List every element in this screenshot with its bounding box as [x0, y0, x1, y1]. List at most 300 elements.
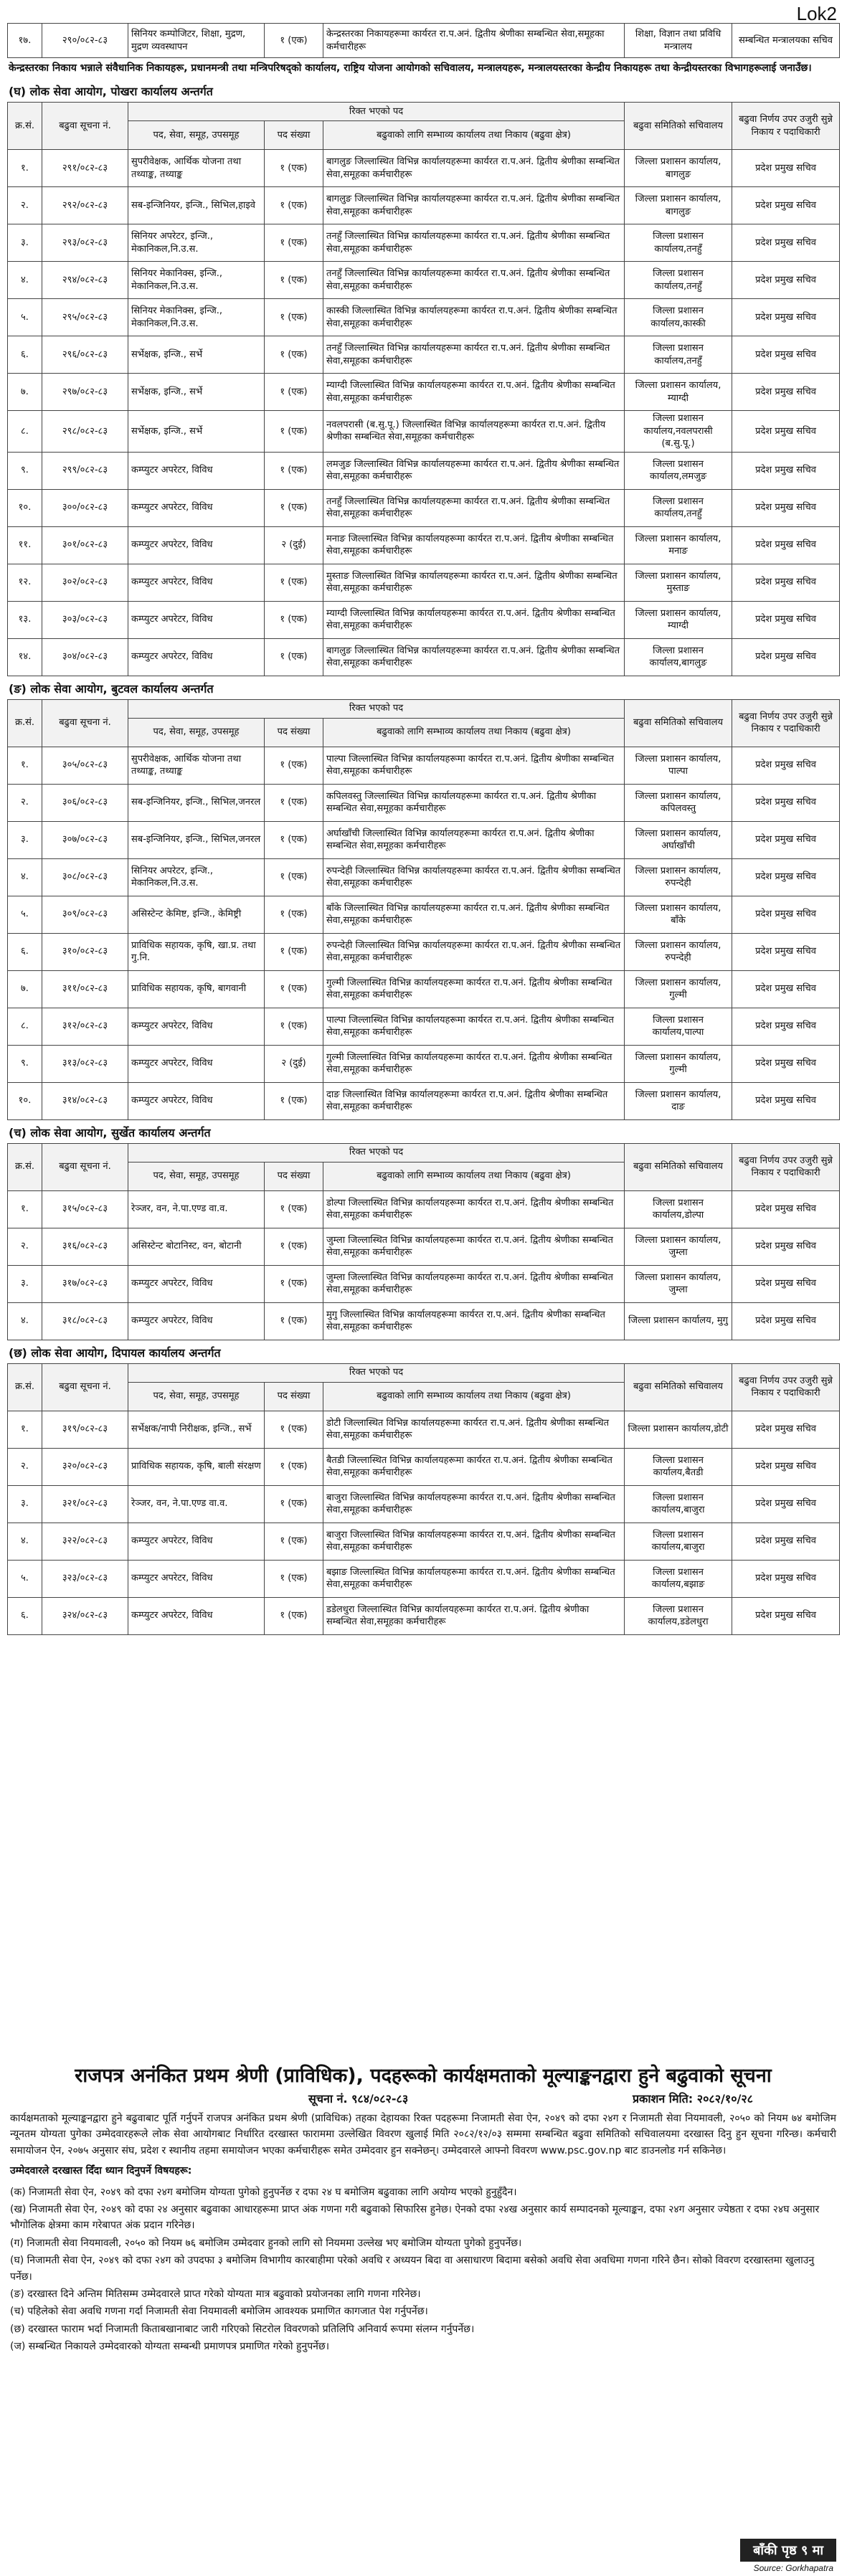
cell-post: सिनियर अपरेटर, इन्जि., मेकानिकल,नि.उ.स. — [128, 858, 265, 896]
cell-office: मुगु जिल्लास्थित विभिन्न कार्यालयहरूमा कार्यरत रा.प.अनं. द्वितीय श्रेणीका सम्बन्धित सेवा,समूहका कर्मचारीहरू — [323, 1302, 625, 1340]
cell-official: प्रदेश प्रमुख सचिव — [732, 638, 840, 676]
cell-office: गुल्मी जिल्लास्थित विभिन्न कार्यालयहरूमा कार्यरत रा.प.अनं. द्वितीय श्रेणीका सम्बन्धित सेवा,समूहका कर्मचारीहरू — [323, 1045, 625, 1082]
cell-secretariat: शिक्षा, विज्ञान तथा प्रविधि मन्त्रालय — [625, 24, 732, 58]
cell-count: १ (एक) — [265, 299, 323, 336]
cell-count: १ (एक) — [265, 747, 323, 784]
table-row — [8, 858, 840, 896]
table-row — [8, 1302, 840, 1340]
cell-notice: ३१९/०८२-८३ — [42, 1411, 128, 1448]
table-header-row — [8, 103, 840, 121]
cell-post: कम्प्युटर अपरेटर, विविध — [128, 1597, 265, 1634]
page-tag: Lok2 — [796, 3, 837, 24]
cell-post: कम्प्युटर अपरेटर, विविध — [128, 638, 265, 676]
table-row — [8, 1523, 840, 1560]
table-row — [8, 374, 840, 411]
cell-official: प्रदेश प्रमुख सचिव — [732, 1190, 840, 1228]
cell-sn: ७. — [8, 970, 42, 1008]
cell-count: १ (एक) — [265, 1523, 323, 1560]
cell-official: प्रदेश प्रमुख सचिव — [732, 1560, 840, 1597]
cell-notice: ३१२/०८२-८३ — [42, 1008, 128, 1045]
cell-notice: ३०४/०८२-८३ — [42, 638, 128, 676]
section-title: (च) लोक सेवा आयोग, सुर्खेत कार्यालय अन्तर्गत — [9, 1125, 211, 1140]
cell-office: पाल्पा जिल्लास्थित विभिन्न कार्यालयहरूमा कार्यरत रा.प.अनं. द्वितीय श्रेणीका सम्बन्धित सेवा,समूहका कर्मचारीहरू — [323, 747, 625, 784]
cell-count: १ (एक) — [265, 821, 323, 858]
cell-post: सिनियर मेकानिक्स, इन्जि., मेकानिकल,नि.उ.स. — [128, 262, 265, 299]
cell-post: सर्भेक्षक, इन्जि., सर्भे — [128, 336, 265, 374]
cell-secretariat: जिल्ला प्रशासन कार्यालय, मुगु — [625, 1302, 732, 1340]
cell-secretariat: जिल्ला प्रशासन कार्यालय, पाल्पा — [625, 747, 732, 784]
cell-count: १ (एक) — [265, 1265, 323, 1302]
cell-sn: २. — [8, 187, 42, 224]
cell-post: सिनियर मेकानिक्स, इन्जि., मेकानिकल,नि.उ.स. — [128, 299, 265, 336]
cell-official: प्रदेश प्रमुख सचिव — [732, 1485, 840, 1523]
continued-badge: बाँकी पृष्ठ ९ मा — [740, 2539, 836, 2562]
cell-notice: ३२०/०८२-८३ — [42, 1448, 128, 1485]
cell-office: केन्द्रस्तरका निकायहरूमा कार्यरत रा.प.अनं. द्वितीय श्रेणीका सम्बन्धित सेवा,समूहका कर्मचारीहरू — [323, 24, 625, 58]
cell-post: कम्प्युटर अपरेटर, विविध — [128, 1265, 265, 1302]
cell-notice: २९२/०८२-८३ — [42, 187, 128, 224]
cell-sn: ९. — [8, 1045, 42, 1082]
cell-office: लमजुङ जिल्लास्थित विभिन्न कार्यालयहरूमा कार्यरत रा.प.अनं. द्वितीय श्रेणीका सम्बन्धित सेवा,समूहका कर्मचारीहरू — [323, 452, 625, 489]
cell-count: १ (एक) — [265, 262, 323, 299]
list-item: (ग) निजामती सेवा नियमावली, २०५० को नियम ७६ बमोजिम उम्मेदवार हुनको लागि सो नियममा उल्लेख भए बमोजिम योग्यता पुगेको हुनुपर्नेछ। — [10, 2237, 522, 2249]
table-row — [8, 1485, 840, 1523]
header-secretariat: बढुवा समितिको सचिवालय — [625, 699, 732, 747]
cell-notice: ३०३/०८२-८३ — [42, 601, 128, 638]
header-vacancy: रिक्त भएको पद — [128, 1363, 625, 1382]
cell-notice: ३००/०८२-८३ — [42, 489, 128, 526]
table-row — [8, 896, 840, 933]
cell-sn: १०. — [8, 1082, 42, 1119]
cell-count: १ (एक) — [265, 24, 323, 58]
cell-official: प्रदेश प्रमुख सचिव — [732, 1448, 840, 1485]
cell-post: कम्प्युटर अपरेटर, विविध — [128, 1082, 265, 1119]
cell-notice: ३१७/०८२-८३ — [42, 1265, 128, 1302]
cell-notice: ३०९/०८२-८३ — [42, 896, 128, 933]
header-secretariat: बढुवा समितिको सचिवालय — [625, 1363, 732, 1411]
cell-notice: ३०१/०८२-८३ — [42, 526, 128, 564]
cell-count: १ (एक) — [265, 374, 323, 411]
header-secretariat: बढुवा समितिको सचिवालय — [625, 103, 732, 150]
cell-post: असिस्टेन्ट बोटानिस्ट, वन, बोटानी — [128, 1228, 265, 1265]
notice-list — [7, 2184, 839, 2356]
publish-date: प्रकाशन मिति: २०८२/१०/२८ — [632, 2092, 753, 2106]
header-vacancy: रिक्त भएको पद — [128, 699, 625, 718]
cell-post: सब-इन्जिनियर, इन्जि., सिभिल,जनरल — [128, 821, 265, 858]
cell-official: प्रदेश प्रमुख सचिव — [732, 452, 840, 489]
cell-sn: १. — [8, 1190, 42, 1228]
section-title: (ङ) लोक सेवा आयोग, बुटवल कार्यालय अन्तर्गत — [9, 681, 214, 696]
header-official: बढुवा निर्णय उपर उजुरी सुन्ने निकाय र पदाधिकारी — [732, 1363, 840, 1411]
cell-official: प्रदेश प्रमुख सचिव — [732, 489, 840, 526]
cell-secretariat: जिल्ला प्रशासन कार्यालय, दाङ — [625, 1082, 732, 1119]
cell-secretariat: जिल्ला प्रशासन कार्यालय, मुस्ताङ — [625, 564, 732, 601]
cell-official: प्रदेश प्रमुख सचिव — [732, 150, 840, 187]
cell-count: १ (एक) — [265, 970, 323, 1008]
cell-official: प्रदेश प्रमुख सचिव — [732, 526, 840, 564]
central-body-note: केन्द्रस्तरका निकाय भन्नाले संवैधानिक निकायहरू, प्रधानमन्त्री तथा मन्त्रिपरिषद्को कार्यालय, राष्ट्रिय योजना आयोगको सचिवालय, मन्त्रालयहरू, मन्त्रालयस्तरका केन्द्रीय निकायहरू तथा केन्द्रीयस्तरका विभागहरूलाई जनाउँछ। — [9, 62, 812, 74]
cell-official: प्रदेश प्रमुख सचिव — [732, 262, 840, 299]
cell-sn: ५. — [8, 896, 42, 933]
table-header-row — [8, 699, 840, 718]
cell-sn: ८. — [8, 1008, 42, 1045]
table-row — [8, 262, 840, 299]
notice-list-title: उम्मेदवारले दरखास्त दिँदा ध्यान दिनुपर्ने विषयहरू: — [10, 2165, 192, 2177]
cell-count: १ (एक) — [265, 1597, 323, 1634]
table-row — [8, 1265, 840, 1302]
cell-count: १ (एक) — [265, 1411, 323, 1448]
table-row — [8, 1190, 840, 1228]
cell-official: प्रदेश प्रमुख सचिव — [732, 1523, 840, 1560]
cell-office: म्याग्दी जिल्लास्थित विभिन्न कार्यालयहरूमा कार्यरत रा.प.अनं. द्वितीय श्रेणीका सम्बन्धित सेवा,समूहका कर्मचारीहरू — [323, 374, 625, 411]
header-vacancy: रिक्त भएको पद — [128, 103, 625, 121]
header-office: बढुवाको लागि सम्भाव्य कार्यालय तथा निकाय (बढुवा क्षेत्र) — [323, 1162, 625, 1190]
table-row — [8, 1045, 840, 1082]
cell-post: सर्भेक्षक, इन्जि., सर्भे — [128, 374, 265, 411]
cell-office: तनहुँ जिल्लास्थित विभिन्न कार्यालयहरूमा कार्यरत रा.प.अनं. द्वितीय श्रेणीका सम्बन्धित सेवा,समूहका कर्मचारीहरू — [323, 489, 625, 526]
cell-secretariat: जिल्ला प्रशासन कार्यालय, जुम्ला — [625, 1228, 732, 1265]
cell-post: सब-इन्जिनियर, इन्जि., सिभिल,जनरल — [128, 784, 265, 821]
cell-official: प्रदेश प्रमुख सचिव — [732, 374, 840, 411]
cell-sn: ६. — [8, 1597, 42, 1634]
cell-sn: ८. — [8, 411, 42, 453]
header-count: पद संख्या — [265, 1382, 323, 1411]
cell-post: कम्प्युटर अपरेटर, विविध — [128, 601, 265, 638]
cell-office: बाँके जिल्लास्थित विभिन्न कार्यालयहरूमा कार्यरत रा.प.अनं. द्वितीय श्रेणीका सम्बन्धित सेवा,समूहका कर्मचारीहरू — [323, 896, 625, 933]
cell-post: कम्प्युटर अपरेटर, विविध — [128, 1008, 265, 1045]
table-row — [8, 1597, 840, 1634]
cell-sn: ३. — [8, 1485, 42, 1523]
cell-official: प्रदेश प्रमुख सचिव — [732, 411, 840, 453]
cell-count: १ (एक) — [265, 784, 323, 821]
cell-official: प्रदेश प्रमुख सचिव — [732, 299, 840, 336]
cell-secretariat: जिल्ला प्रशासन कार्यालय, म्याग्दी — [625, 601, 732, 638]
header-post: पद, सेवा, समूह, उपसमूह — [128, 1162, 265, 1190]
cell-secretariat: जिल्ला प्रशासन कार्यालय, जुम्ला — [625, 1265, 732, 1302]
source-credit: Source: Gorkhapatra — [753, 2563, 833, 2573]
cell-official: प्रदेश प्रमुख सचिव — [732, 1008, 840, 1045]
cell-count: १ (एक) — [265, 489, 323, 526]
cell-official: प्रदेश प्रमुख सचिव — [732, 933, 840, 970]
cell-sn: १. — [8, 747, 42, 784]
cell-notice: ३१८/०८२-८३ — [42, 1302, 128, 1340]
header-office: बढुवाको लागि सम्भाव्य कार्यालय तथा निकाय (बढुवा क्षेत्र) — [323, 1382, 625, 1411]
cell-office: मुस्ताङ जिल्लास्थित विभिन्न कार्यालयहरूमा कार्यरत रा.प.अनं. द्वितीय श्रेणीका सम्बन्धित सेवा,समूहका कर्मचारीहरू — [323, 564, 625, 601]
cell-post: सुपरीवेक्षक, आर्थिक योजना तथा तथ्याङ्क, तथ्याङ्क — [128, 150, 265, 187]
cell-official: प्रदेश प्रमुख सचिव — [732, 747, 840, 784]
cell-post: सिनियर कम्पोजिटर, शिक्षा, मुद्रण, मुद्रण व्यवस्थापन — [128, 24, 265, 58]
cell-secretariat: जिल्ला प्रशासन कार्यालय, कपिलवस्तु — [625, 784, 732, 821]
cell-notice: ३१३/०८२-८३ — [42, 1045, 128, 1082]
cell-notice: ३२३/०८२-८३ — [42, 1560, 128, 1597]
cell-post: असिस्टेन्ट केमिष्ट, इन्जि., केमिष्ट्री — [128, 896, 265, 933]
cell-office: नवलपरासी (ब.सु.पू.) जिल्लास्थित विभिन्न कार्यालयहरूमा कार्यरत रा.प.अनं. द्वितीय श्रेणीका सम्बन्धित सेवा,समूहका कर्मचारीहरू — [323, 411, 625, 453]
cell-official: प्रदेश प्रमुख सचिव — [732, 1302, 840, 1340]
cell-office: बागलुङ जिल्लास्थित विभिन्न कार्यालयहरूमा कार्यरत रा.प.अनं. द्वितीय श्रेणीका सम्बन्धित सेवा,समूहका कर्मचारीहरू — [323, 638, 625, 676]
cell-sn: ५. — [8, 1560, 42, 1597]
cell-sn: २. — [8, 1448, 42, 1485]
table-row — [8, 411, 840, 453]
cell-sn: ३. — [8, 821, 42, 858]
notice-number: सूचना नं. ९८४/०८२-८३ — [308, 2092, 409, 2106]
cell-secretariat: जिल्ला प्रशासन कार्यालय,तनहुँ — [625, 262, 732, 299]
cell-secretariat: जिल्ला प्रशासन कार्यालय,पाल्पा — [625, 1008, 732, 1045]
cell-sn: ४. — [8, 1523, 42, 1560]
cell-sn: १३. — [8, 601, 42, 638]
cell-sn: १०. — [8, 489, 42, 526]
cell-official: प्रदेश प्रमुख सचिव — [732, 1265, 840, 1302]
cell-office: बागलुङ जिल्लास्थित विभिन्न कार्यालयहरूमा कार्यरत रा.प.अनं. द्वितीय श्रेणीका सम्बन्धित सेवा,समूहका कर्मचारीहरू — [323, 187, 625, 224]
cell-count: २ (दुई) — [265, 526, 323, 564]
table-row — [8, 489, 840, 526]
section-table — [7, 1143, 840, 1340]
cell-post: कम्प्युटर अपरेटर, विविध — [128, 1560, 265, 1597]
cell-secretariat: जिल्ला प्रशासन कार्यालय,नवलपरासी (ब.सु.पू.) — [625, 411, 732, 453]
header-official: बढुवा निर्णय उपर उजुरी सुन्ने निकाय र पदाधिकारी — [732, 699, 840, 747]
table-row — [8, 526, 840, 564]
table-row — [8, 564, 840, 601]
cell-secretariat: जिल्ला प्रशासन कार्यालय,बागलुङ — [625, 638, 732, 676]
notice-heading: राजपत्र अनंकित प्रथम श्रेणी (प्राविधिक), पदहरूको कार्यक्षमताको मूल्याङ्कनद्वारा हुने बढुवाको सूचना — [75, 2065, 772, 2087]
cell-count: १ (एक) — [265, 1190, 323, 1228]
cell-office: रुपन्देही जिल्लास्थित विभिन्न कार्यालयहरूमा कार्यरत रा.प.अनं. द्वितीय श्रेणीका सम्बन्धित सेवा,समूहका कर्मचारीहरू — [323, 858, 625, 896]
cell-official: प्रदेश प्रमुख सचिव — [732, 858, 840, 896]
cell-count: १ (एक) — [265, 336, 323, 374]
cell-sn: १. — [8, 150, 42, 187]
cell-official: प्रदेश प्रमुख सचिव — [732, 601, 840, 638]
table-row — [8, 24, 840, 58]
cell-notice: २९४/०८२-८३ — [42, 262, 128, 299]
list-item: (छ) दरखास्त फाराम भर्दा निजामती किताबखानाबाट जारी गरिएको सिटरोल विवरणको प्रतिलिपि अनिवार्य रूपमा संलग्न गर्नुपर्नेछ। — [10, 2323, 475, 2335]
cell-secretariat: जिल्ला प्रशासन कार्यालय,लमजुङ — [625, 452, 732, 489]
cell-sn: ४. — [8, 262, 42, 299]
cell-office: रुपन्देही जिल्लास्थित विभिन्न कार्यालयहरूमा कार्यरत रा.प.अनं. द्वितीय श्रेणीका सम्बन्धित सेवा,समूहका कर्मचारीहरू — [323, 933, 625, 970]
cell-secretariat: जिल्ला प्रशासन कार्यालय,बझाङ — [625, 1560, 732, 1597]
cell-official: प्रदेश प्रमुख सचिव — [732, 224, 840, 262]
cell-secretariat: जिल्ला प्रशासन कार्यालय,बाजुरा — [625, 1485, 732, 1523]
cell-notice: ३२१/०८२-८३ — [42, 1485, 128, 1523]
cell-official: प्रदेश प्रमुख सचिव — [732, 1411, 840, 1448]
main-content — [7, 23, 839, 1635]
cell-count: १ (एक) — [265, 224, 323, 262]
cell-post: प्राविधिक सहायक, कृषि, बाली संरक्षण — [128, 1448, 265, 1485]
header-secretariat: बढुवा समितिको सचिवालय — [625, 1143, 732, 1190]
cell-notice: ३०६/०८२-८३ — [42, 784, 128, 821]
cell-post: कम्प्युटर अपरेटर, विविध — [128, 564, 265, 601]
table-header-row — [8, 1363, 840, 1382]
header-sn: क्र.सं. — [8, 1363, 42, 1411]
cell-sn: १७. — [8, 24, 42, 58]
table-row — [8, 638, 840, 676]
cell-office: जुम्ला जिल्लास्थित विभिन्न कार्यालयहरूमा कार्यरत रा.प.अनं. द्वितीय श्रेणीका सम्बन्धित सेवा,समूहका कर्मचारीहरू — [323, 1265, 625, 1302]
cell-office: बाजुरा जिल्लास्थित विभिन्न कार्यालयहरूमा कार्यरत रा.प.अनं. द्वितीय श्रेणीका सम्बन्धित सेवा,समूहका कर्मचारीहरू — [323, 1523, 625, 1560]
cell-official: प्रदेश प्रमुख सचिव — [732, 1045, 840, 1082]
cell-office: तनहुँ जिल्लास्थित विभिन्न कार्यालयहरूमा कार्यरत रा.प.अनं. द्वितीय श्रेणीका सम्बन्धित सेवा,समूहका कर्मचारीहरू — [323, 262, 625, 299]
cell-office: डोटी जिल्लास्थित विभिन्न कार्यालयहरूमा कार्यरत रा.प.अनं. द्वितीय श्रेणीका सम्बन्धित सेवा,समूहका कर्मचारीहरू — [323, 1411, 625, 1448]
table-row — [8, 784, 840, 821]
cell-notice: २९५/०८२-८३ — [42, 299, 128, 336]
cell-post: सर्भेक्षक/नापी निरीक्षक, इन्जि., सर्भे — [128, 1411, 265, 1448]
table-row — [8, 1008, 840, 1045]
cell-secretariat: जिल्ला प्रशासन कार्यालय,तनहुँ — [625, 336, 732, 374]
cell-office: बाजुरा जिल्लास्थित विभिन्न कार्यालयहरूमा कार्यरत रा.प.अनं. द्वितीय श्रेणीका सम्बन्धित सेवा,समूहका कर्मचारीहरू — [323, 1485, 625, 1523]
cell-notice: ३०८/०८२-८३ — [42, 858, 128, 896]
cell-count: १ (एक) — [265, 896, 323, 933]
table-row — [8, 1560, 840, 1597]
list-item: (ख) निजामती सेवा ऐन, २०४९ को दफा २४ अनुसार बढुवाका आधारहरूमा प्राप्त अंक गणना गरी बढुवाको सिफारिस हुनेछ। ऐनको दफा २४ख अनुसार कार्य सम्पादनको मूल्याङ्कन, दफा २४ग अनुसार ज्येष्ठता र दफा २४घ अनुसार भौगोलिक क्षेत्रमा काम गरेबापत अंक प्रदान गरिनेछ। — [10, 2203, 820, 2232]
cell-secretariat: जिल्ला प्रशासन कार्यालय, बाँके — [625, 896, 732, 933]
section-title: (छ) लोक सेवा आयोग, दिपायल कार्यालय अन्तर्गत — [9, 1345, 221, 1360]
cell-sn: १४. — [8, 638, 42, 676]
cell-official: प्रदेश प्रमुख सचिव — [732, 1228, 840, 1265]
cell-post: कम्प्युटर अपरेटर, विविध — [128, 1045, 265, 1082]
header-notice: बढुवा सूचना नं. — [42, 103, 128, 150]
cell-sn: ११. — [8, 526, 42, 564]
cell-secretariat: जिल्ला प्रशासन कार्यालय,डोल्पा — [625, 1190, 732, 1228]
cell-sn: ३. — [8, 224, 42, 262]
table-row — [8, 452, 840, 489]
list-item: (क) निजामती सेवा ऐन, २०४९ को दफा २४ग बमोजिम योग्यता पुगेको हुनुपर्नेछ र दफा २४ घ बमोजिम बढुवाका लागि अयोग्य भएको हुनुहुँदैन। — [10, 2186, 517, 2198]
cell-office: कपिलवस्तु जिल्लास्थित विभिन्न कार्यालयहरूमा कार्यरत रा.प.अनं. द्वितीय श्रेणीका सम्बन्धित सेवा,समूहका कर्मचारीहरू — [323, 784, 625, 821]
cell-post: सब-इन्जिनियर, इन्जि., सिभिल,हाइवे — [128, 187, 265, 224]
cell-secretariat: जिल्ला प्रशासन कार्यालय, गुल्मी — [625, 1045, 732, 1082]
cell-sn: ९. — [8, 452, 42, 489]
cell-sn: ४. — [8, 1302, 42, 1340]
cell-count: १ (एक) — [265, 1560, 323, 1597]
table-row — [8, 933, 840, 970]
cell-official: प्रदेश प्रमुख सचिव — [732, 187, 840, 224]
cell-office: बझाङ जिल्लास्थित विभिन्न कार्यालयहरूमा कार्यरत रा.प.अनं. द्वितीय श्रेणीका सम्बन्धित सेवा,समूहका कर्मचारीहरू — [323, 1560, 625, 1597]
cell-notice: ३१५/०८२-८३ — [42, 1190, 128, 1228]
cell-count: १ (एक) — [265, 638, 323, 676]
cell-sn: २. — [8, 1228, 42, 1265]
cell-notice: २९९/०८२-८३ — [42, 452, 128, 489]
header-post: पद, सेवा, समूह, उपसमूह — [128, 718, 265, 747]
cell-office: अर्घाखाँची जिल्लास्थित विभिन्न कार्यालयहरूमा कार्यरत रा.प.अनं. द्वितीय श्रेणीका सम्बन्धित सेवा,समूहका कर्मचारीहरू — [323, 821, 625, 858]
header-official: बढुवा निर्णय उपर उजुरी सुन्ने निकाय र पदाधिकारी — [732, 1143, 840, 1190]
notice-subline — [7, 2090, 839, 2106]
cell-sn: ५. — [8, 299, 42, 336]
cell-secretariat: जिल्ला प्रशासन कार्यालय, मनाङ — [625, 526, 732, 564]
list-item: (ङ) दरखास्त दिने अन्तिम मितिसम्म उम्मेदवारले प्राप्त गरेको योग्यता मात्र बढुवाको प्रयोजनका लागि गणना गरिनेछ। — [10, 2288, 421, 2300]
cell-secretariat: जिल्ला प्रशासन कार्यालय,तनहुँ — [625, 224, 732, 262]
cell-count: १ (एक) — [265, 1008, 323, 1045]
cell-notice: ३१०/०८२-८३ — [42, 933, 128, 970]
table-row — [8, 747, 840, 784]
section-table — [7, 699, 840, 1120]
section-title: (घ) लोक सेवा आयोग, पोखरा कार्यालय अन्तर्गत — [9, 85, 213, 98]
cell-count: १ (एक) — [265, 1302, 323, 1340]
cell-notice: २९८/०८२-८३ — [42, 411, 128, 453]
cell-post: रेञ्जर, वन, ने.पा.एण्ड वा.व. — [128, 1190, 265, 1228]
header-vacancy: रिक्त भएको पद — [128, 1143, 625, 1162]
cell-count: १ (एक) — [265, 564, 323, 601]
table-row — [8, 150, 840, 187]
cell-post: सर्भेक्षक, इन्जि., सर्भे — [128, 411, 265, 453]
cell-office: म्याग्दी जिल्लास्थित विभिन्न कार्यालयहरूमा कार्यरत रा.प.अनं. द्वितीय श्रेणीका सम्बन्धित सेवा,समूहका कर्मचारीहरू — [323, 601, 625, 638]
cell-notice: ३१४/०८२-८३ — [42, 1082, 128, 1119]
cell-notice: २९०/०८२-८३ — [42, 24, 128, 58]
cell-secretariat: जिल्ला प्रशासन कार्यालय, गुल्मी — [625, 970, 732, 1008]
list-item: (ज) सम्बन्धित निकायले उम्मेदवारको योग्यता सम्बन्धी प्रमाणपत्र प्रमाणित गरेको हुनुपर्नेछ। — [10, 2341, 330, 2353]
header-office: बढुवाको लागि सम्भाव्य कार्यालय तथा निकाय (बढुवा क्षेत्र) — [323, 718, 625, 747]
table-row — [8, 299, 840, 336]
cell-sn: १. — [8, 1411, 42, 1448]
header-notice: बढुवा सूचना नं. — [42, 699, 128, 747]
cell-secretariat: जिल्ला प्रशासन कार्यालय, म्याग्दी — [625, 374, 732, 411]
header-count: पद संख्या — [265, 718, 323, 747]
cell-post: रेञ्जर, वन, ने.पा.एण्ड वा.व. — [128, 1485, 265, 1523]
cell-notice: २९१/०८२-८३ — [42, 150, 128, 187]
list-item: (घ) निजामती सेवा ऐन, २०४९ को दफा २४ग को उपदफा ३ बमोजिम विभागीय कारबाहीमा परेको अवधि र अध्ययन बिदा वा असाधारण बिदामा बसेको अवधि सेवा अवधिमा गणना गरिने छैन। सोको विवरण दरखास्तमा खुलाउनु पर्नेछ। — [10, 2255, 815, 2283]
cell-official: प्रदेश प्रमुख सचिव — [732, 784, 840, 821]
header-office: बढुवाको लागि सम्भाव्य कार्यालय तथा निकाय (बढुवा क्षेत्र) — [323, 121, 625, 150]
cell-count: १ (एक) — [265, 452, 323, 489]
cell-sn: १२. — [8, 564, 42, 601]
cell-count: १ (एक) — [265, 601, 323, 638]
table-row — [8, 601, 840, 638]
cell-secretariat: जिल्ला प्रशासन कार्यालय,डडेलधुरा — [625, 1597, 732, 1634]
cell-secretariat: जिल्ला प्रशासन कार्यालय,बैतडी — [625, 1448, 732, 1485]
table-row — [8, 1082, 840, 1119]
cell-sn: २. — [8, 784, 42, 821]
cell-post: सुपरीवेक्षक, आर्थिक योजना तथा तथ्याङ्क, तथ्याङ्क — [128, 747, 265, 784]
cell-secretariat: जिल्ला प्रशासन कार्यालय, बागलुङ — [625, 150, 732, 187]
cell-official: प्रदेश प्रमुख सचिव — [732, 821, 840, 858]
cell-secretariat: जिल्ला प्रशासन कार्यालय,कास्की — [625, 299, 732, 336]
cell-official: प्रदेश प्रमुख सचिव — [732, 1597, 840, 1634]
cell-notice: ३२२/०८२-८३ — [42, 1523, 128, 1560]
cell-office: बैतडी जिल्लास्थित विभिन्न कार्यालयहरूमा कार्यरत रा.प.अनं. द्वितीय श्रेणीका सम्बन्धित सेवा,समूहका कर्मचारीहरू — [323, 1448, 625, 1485]
cell-count: १ (एक) — [265, 1082, 323, 1119]
cell-post: कम्प्युटर अपरेटर, विविध — [128, 1302, 265, 1340]
cell-office: मनाङ जिल्लास्थित विभिन्न कार्यालयहरूमा कार्यरत रा.प.अनं. द्वितीय श्रेणीका सम्बन्धित सेवा,समूहका कर्मचारीहरू — [323, 526, 625, 564]
section-table — [7, 102, 840, 676]
cell-official: प्रदेश प्रमुख सचिव — [732, 564, 840, 601]
list-item: (च) पहिलेको सेवा अवधि गणना गर्दा निजामती सेवा नियमावली बमोजिम आवश्यक प्रमाणित कागजात पेश गर्नुपर्नेछ। — [10, 2306, 428, 2318]
cell-secretariat: जिल्ला प्रशासन कार्यालय, बागलुङ — [625, 187, 732, 224]
cell-official: प्रदेश प्रमुख सचिव — [732, 970, 840, 1008]
cell-secretariat: जिल्ला प्रशासन कार्यालय, अर्घाखाँची — [625, 821, 732, 858]
cell-office: तनहुँ जिल्लास्थित विभिन्न कार्यालयहरूमा कार्यरत रा.प.अनं. द्वितीय श्रेणीका सम्बन्धित सेवा,समूहका कर्मचारीहरू — [323, 336, 625, 374]
header-sn: क्र.सं. — [8, 699, 42, 747]
cell-sn: ६. — [8, 933, 42, 970]
cell-post: प्राविधिक सहायक, कृषि, बागवानी — [128, 970, 265, 1008]
cell-count: १ (एक) — [265, 1448, 323, 1485]
section-table — [7, 1363, 840, 1635]
cell-office: दाङ जिल्लास्थित विभिन्न कार्यालयहरूमा कार्यरत रा.प.अनं. द्वितीय श्रेणीका सम्बन्धित सेवा,समूहका कर्मचारीहरू — [323, 1082, 625, 1119]
table-row — [8, 224, 840, 262]
cell-post: कम्प्युटर अपरेटर, विविध — [128, 526, 265, 564]
cell-post: प्राविधिक सहायक, कृषि, खा.प्र. तथा गु.नि. — [128, 933, 265, 970]
table-header-row — [8, 1143, 840, 1162]
table-row — [8, 821, 840, 858]
cell-notice: ३०२/०८२-८३ — [42, 564, 128, 601]
cell-office: गुल्मी जिल्लास्थित विभिन्न कार्यालयहरूमा कार्यरत रा.प.अनं. द्वितीय श्रेणीका सम्बन्धित सेवा,समूहका कर्मचारीहरू — [323, 970, 625, 1008]
cell-secretariat: जिल्ला प्रशासन कार्यालय,बाजुरा — [625, 1523, 732, 1560]
cell-count: १ (एक) — [265, 187, 323, 224]
cell-office: कास्की जिल्लास्थित विभिन्न कार्यालयहरूमा कार्यरत रा.प.अनं. द्वितीय श्रेणीका सम्बन्धित सेवा,समूहका कर्मचारीहरू — [323, 299, 625, 336]
cell-count: १ (एक) — [265, 150, 323, 187]
table-row — [8, 1448, 840, 1485]
cell-count: १ (एक) — [265, 1485, 323, 1523]
cell-official: सम्बन्धित मन्त्रालयका सचिव — [732, 24, 840, 58]
cell-sn: ३. — [8, 1265, 42, 1302]
top-row-table — [7, 23, 840, 58]
cell-office: पाल्पा जिल्लास्थित विभिन्न कार्यालयहरूमा कार्यरत रा.प.अनं. द्वितीय श्रेणीका सम्बन्धित सेवा,समूहका कर्मचारीहरू — [323, 1008, 625, 1045]
table-row — [8, 187, 840, 224]
cell-official: प्रदेश प्रमुख सचिव — [732, 896, 840, 933]
